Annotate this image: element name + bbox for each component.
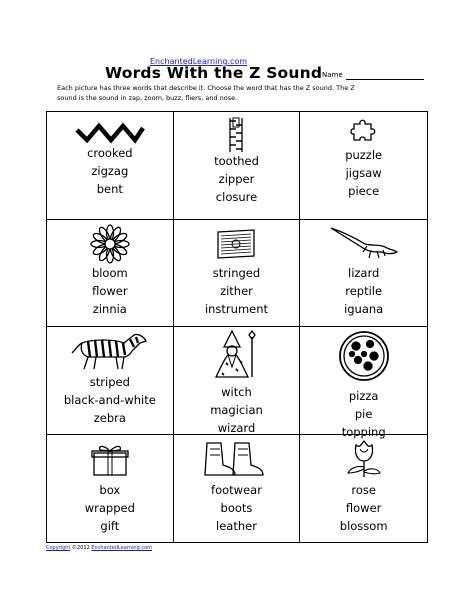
word-list	[300, 264, 427, 318]
word-list	[47, 264, 173, 318]
gift-box-icon	[90, 443, 130, 477]
cell-zither	[174, 220, 301, 328]
word: bloom	[91, 265, 128, 280]
puzzle-piece-icon	[351, 118, 377, 142]
cell-zinnia	[47, 220, 174, 328]
boots-icon	[201, 439, 271, 479]
page-title: Words With the Z Sound	[105, 64, 323, 82]
word-list	[47, 144, 173, 198]
wizard-icon	[206, 329, 266, 379]
copyright-year: ©2012	[72, 545, 90, 551]
word: bent	[96, 182, 123, 196]
word: stringed	[212, 265, 261, 280]
word: blossom	[339, 518, 388, 533]
word: zigzag	[91, 164, 129, 178]
rose-icon	[340, 439, 388, 479]
word-list	[300, 146, 427, 200]
word-list	[300, 481, 427, 535]
word-list	[300, 387, 427, 441]
site-link[interactable]: EnchantedLearning.com	[150, 57, 248, 66]
word: pie	[354, 407, 373, 421]
word: lizard	[348, 265, 380, 280]
cell-gift	[47, 435, 174, 543]
word-list	[174, 264, 300, 318]
word: gift	[100, 518, 120, 533]
name-label: Name	[322, 71, 343, 79]
word: flower	[345, 500, 382, 515]
word-list	[47, 481, 173, 535]
word: striped	[89, 375, 130, 389]
cell-zebra	[47, 327, 174, 435]
word: toothed	[214, 154, 259, 168]
word: boots	[220, 500, 253, 515]
word: instrument	[204, 301, 269, 316]
word: puzzle	[345, 148, 383, 162]
word: footwear	[211, 482, 262, 497]
word: zebra	[93, 411, 126, 425]
copyright-site-link[interactable]: EnchantedLearning.com	[91, 545, 153, 551]
zebra-icon	[68, 331, 152, 371]
word: magician	[210, 403, 263, 417]
zigzag-icon	[75, 122, 145, 144]
word: crooked	[87, 146, 133, 160]
word: zinnia	[92, 301, 127, 316]
word-list	[174, 152, 300, 206]
zinnia-flower-icon	[90, 224, 130, 264]
cell-wizard	[174, 327, 301, 435]
cell-pizza	[300, 327, 427, 439]
cell-puzzle	[300, 112, 427, 220]
word: box	[99, 482, 121, 497]
cell-lizard	[300, 220, 427, 328]
cell-zipper	[174, 112, 301, 220]
copyright-link[interactable]: Copyright	[46, 545, 71, 551]
word: closure	[215, 190, 258, 204]
cell-rose	[300, 435, 427, 543]
word: zipper	[218, 172, 255, 186]
zipper-icon	[224, 116, 248, 154]
pizza-icon	[338, 330, 390, 382]
name-line	[346, 79, 424, 80]
word-list	[174, 383, 300, 437]
word: leather	[216, 518, 257, 533]
zither-icon	[216, 226, 256, 260]
word: piece	[348, 184, 380, 198]
copyright-notice	[46, 545, 152, 551]
cell-boots	[174, 435, 301, 543]
word: topping	[341, 425, 386, 439]
instructions: Each picture has three words that describe it. Choose the word that has the Z sound. The Z sound is the sound in zap, zoom, buzz, fliers, and nose.	[57, 84, 355, 102]
worksheet-grid	[46, 111, 428, 543]
word: rose	[351, 482, 376, 497]
word-list	[47, 373, 173, 427]
word: pizza	[348, 389, 379, 403]
word: iguana	[344, 301, 384, 316]
word: flower	[92, 283, 128, 298]
lizard-icon	[329, 224, 399, 262]
word: black-and-white	[63, 393, 156, 407]
cell-zigzag	[47, 112, 174, 220]
word: jigsaw	[345, 166, 382, 180]
word: zither	[220, 283, 253, 298]
word: witch	[221, 385, 252, 399]
word: reptile	[345, 283, 383, 298]
word: wizard	[217, 421, 256, 435]
word: wrapped	[84, 500, 135, 515]
word-list	[174, 481, 300, 535]
